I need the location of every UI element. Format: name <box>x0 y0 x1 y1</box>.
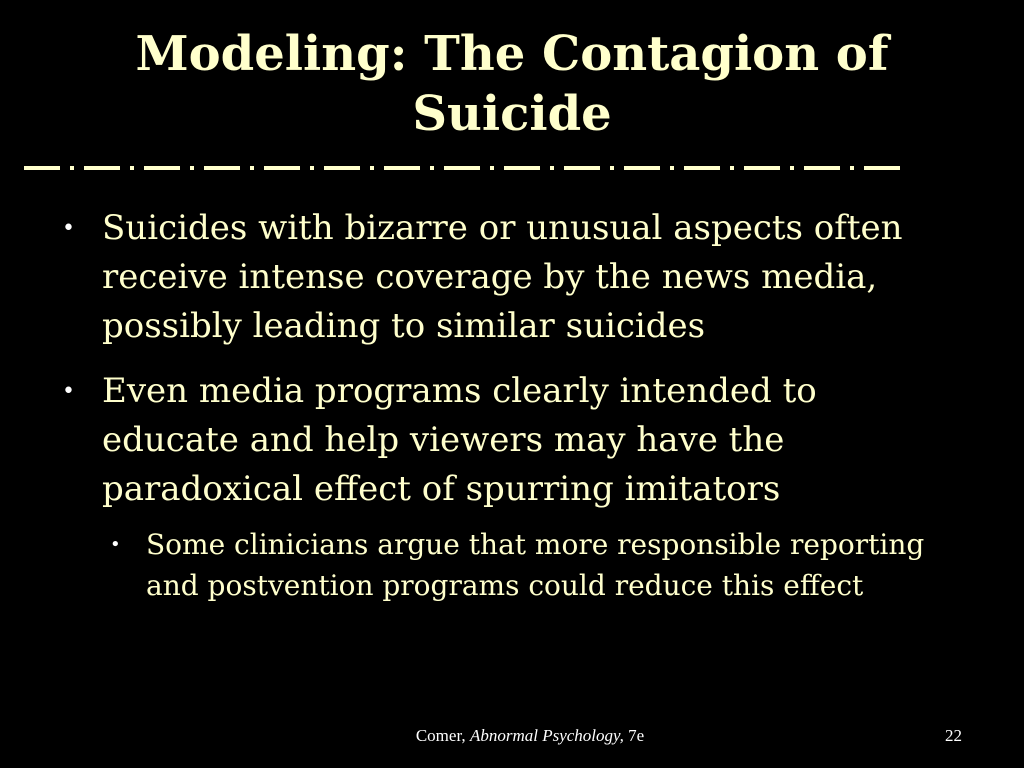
footer-edition: 7e <box>628 726 645 745</box>
footer-author: Comer, <box>415 726 466 745</box>
bullet-text: Suicides with bizarre or unusual aspects often receive intense coverage by the news media, possibly leading to similar suicides <box>102 208 903 346</box>
footer-book-title: Abnormal Psychology, <box>469 726 624 745</box>
page-number: 22 <box>945 726 962 745</box>
bullet-text: Even media programs clearly intended to educate and help viewers may have the paradoxical effect of spurring imitators <box>102 371 817 509</box>
title-divider <box>24 164 976 172</box>
bullet-item <box>60 204 960 351</box>
bullet-dot-icon: • <box>62 379 75 404</box>
footer-citation <box>330 726 730 746</box>
sub-bullet-item <box>102 524 960 606</box>
bullet-dot-icon: • <box>62 216 75 241</box>
sub-bullet-text: Some clinicians argue that more responsible reporting and postvention programs could reduce this effect <box>146 528 925 602</box>
slide-title: Modeling: The Contagion of Suicide <box>135 26 889 142</box>
bullet-item <box>60 367 960 606</box>
bullet-list <box>60 204 960 622</box>
sub-bullet-dot-icon: • <box>110 534 121 555</box>
